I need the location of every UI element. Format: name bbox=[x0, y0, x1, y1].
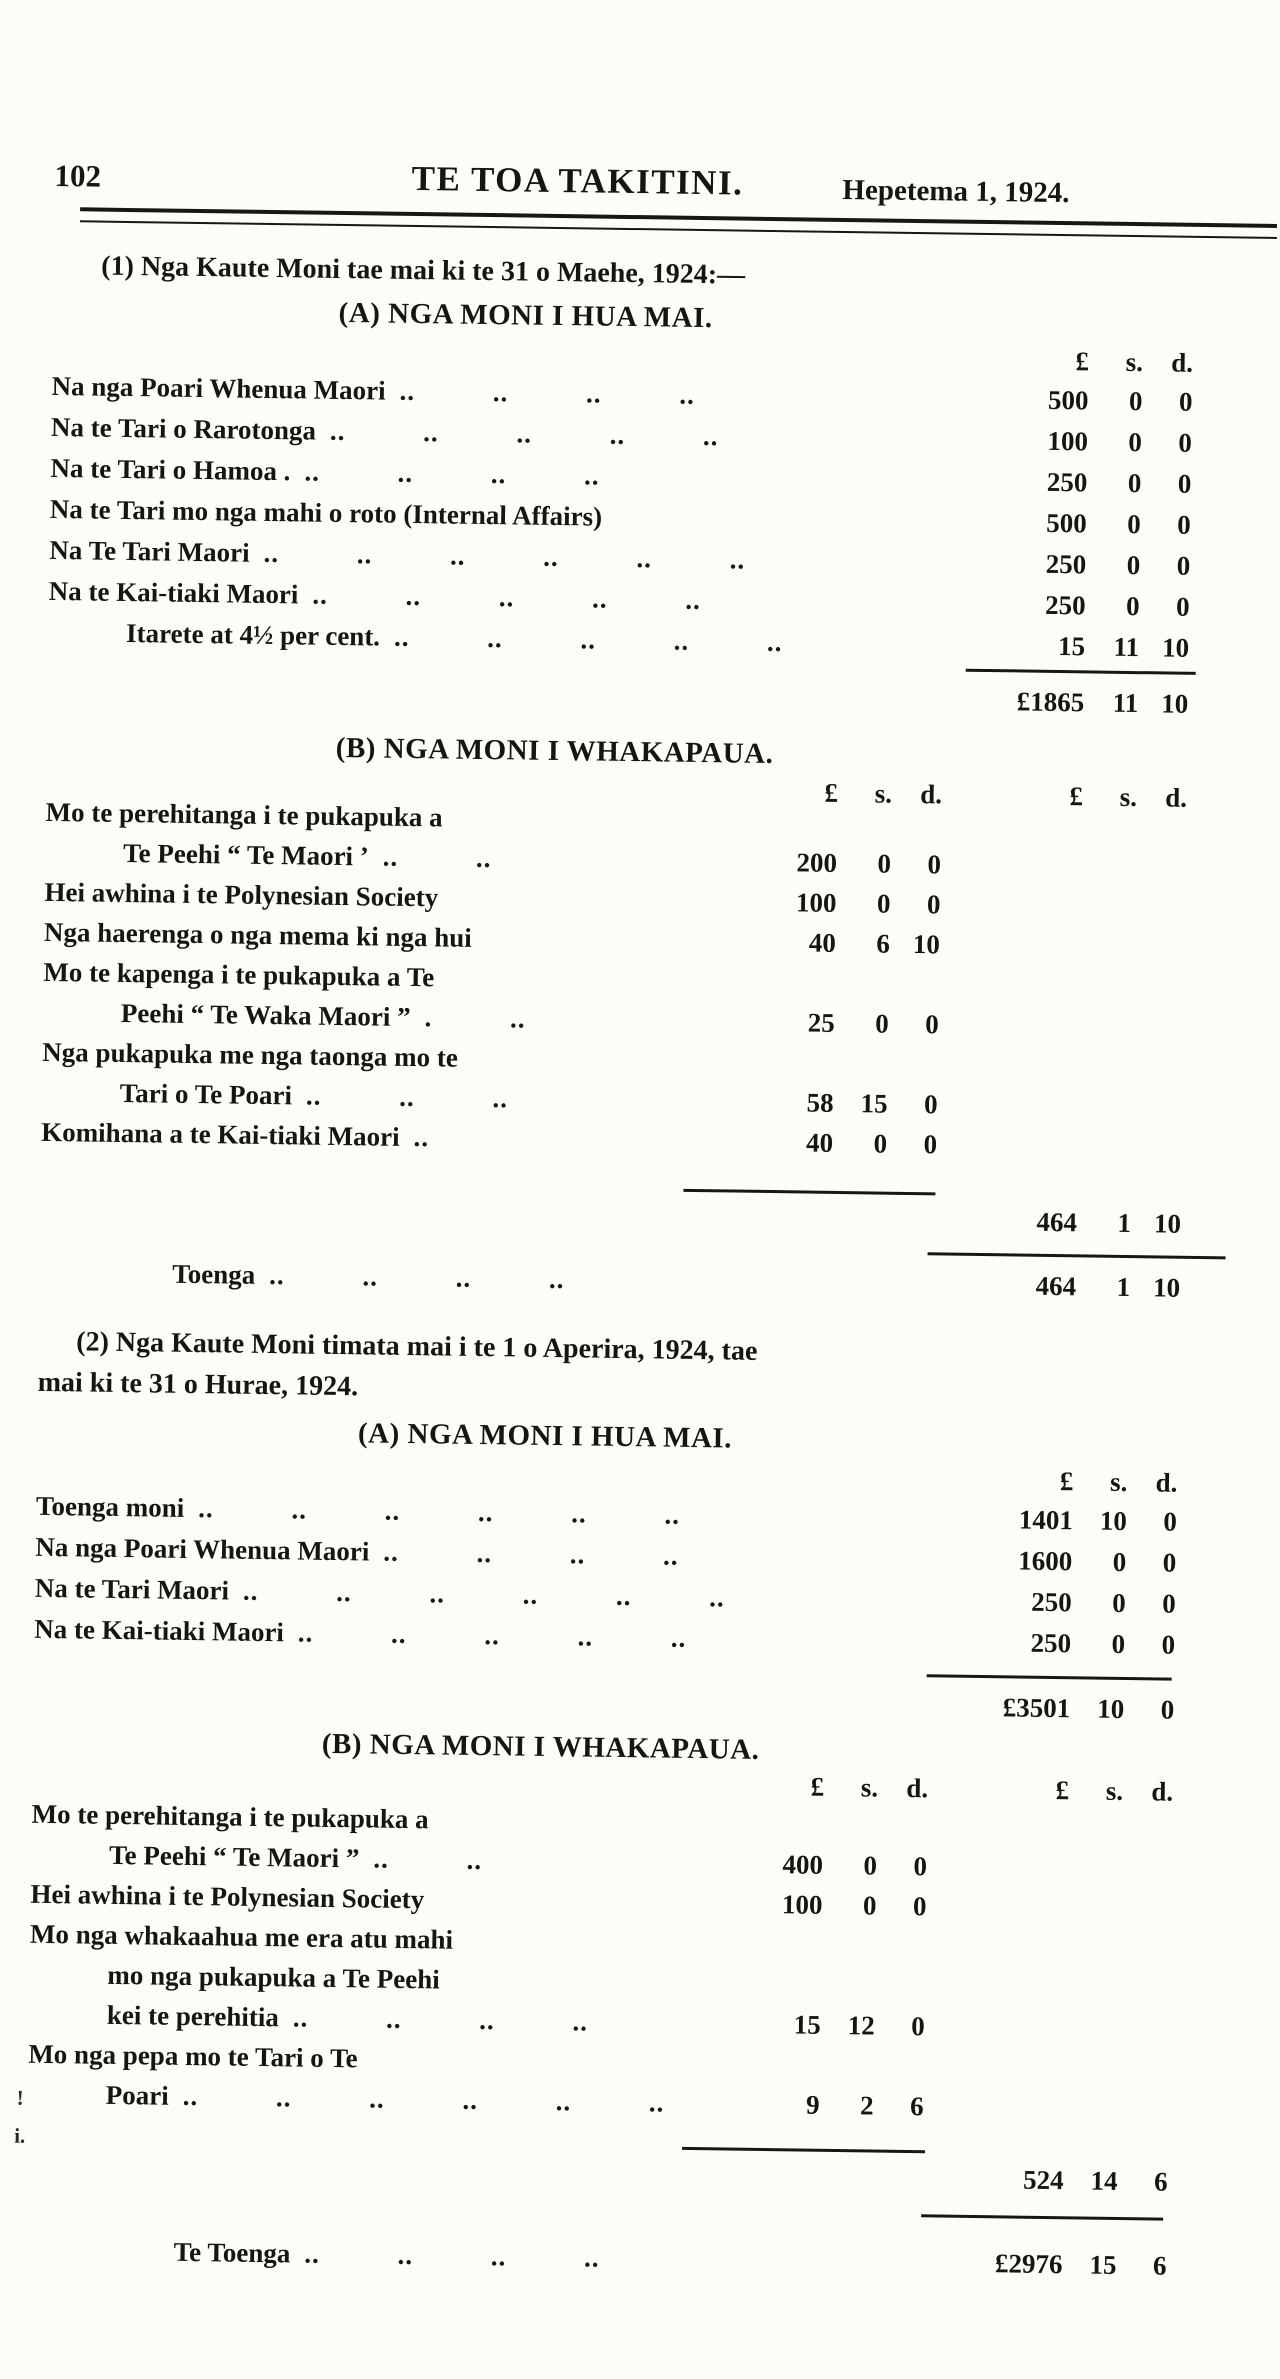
amount-shillings: 11 bbox=[1113, 631, 1140, 663]
s1a-rows bbox=[48, 366, 1275, 670]
s1a-total-row bbox=[0, 667, 1271, 725]
amount-shillings: 0 bbox=[1127, 467, 1142, 499]
dot-leaders: .. .. .. .. .. bbox=[312, 579, 702, 616]
column-header-pounds: £ bbox=[810, 1771, 825, 1802]
amount-shillings: 10 bbox=[1097, 1693, 1125, 1725]
s1b-balance-row bbox=[0, 1251, 1262, 1309]
amount-pounds: 40 bbox=[808, 927, 837, 958]
column-header-shillings: s. bbox=[1125, 346, 1144, 378]
dot-leaders: .. .. .. .. .. bbox=[297, 1617, 687, 1653]
amount-pence: 0 bbox=[1160, 1694, 1175, 1725]
amount-shillings: 0 bbox=[1128, 426, 1143, 458]
amount-shillings: 12 bbox=[847, 2010, 876, 2041]
column-header-shillings: s. bbox=[874, 778, 893, 809]
row-label-text: Poari bbox=[105, 2079, 169, 2111]
dot-leaders: .. .. bbox=[373, 1843, 483, 1876]
scan-artifact: i. bbox=[14, 2123, 26, 2148]
dot-leaders: .. bbox=[413, 1122, 430, 1153]
amount-pounds: 464 bbox=[1035, 1270, 1077, 1302]
row-amount bbox=[975, 502, 1192, 546]
amount-pounds: 40 bbox=[805, 1127, 834, 1158]
section2b-heading: (B) NGA MONI I WHAKAPAUA. bbox=[321, 1727, 760, 1766]
dot-leaders: .. .. .. .. .. .. bbox=[263, 537, 746, 575]
section2-heading-line1: (2) Nga Kaute Moni timata mai i te 1 o Aperira, 1924, tae bbox=[76, 1326, 758, 1367]
amount-pence: 6 bbox=[1153, 2166, 1168, 2197]
row-amount bbox=[974, 543, 1191, 587]
amount-shillings: 0 bbox=[873, 1128, 888, 1159]
row-amount bbox=[709, 2003, 926, 2046]
row-line1: Mo te kapenga i te pukapuka a Te bbox=[43, 956, 435, 993]
row-label-text: Na te Kai-tiaki Maori bbox=[48, 575, 299, 610]
amount-pounds: 25 bbox=[807, 1007, 836, 1038]
row-amount bbox=[959, 1581, 1176, 1625]
row-label-text: Hei awhina i te Polynesian Society bbox=[44, 876, 439, 913]
row-label-text: Hei awhina i te Polynesian Society bbox=[30, 1878, 425, 1915]
amount-shillings: 6 bbox=[876, 928, 891, 959]
amount-pounds: 250 bbox=[1030, 1627, 1072, 1659]
row-label-text: Peehi “ Te Waka Maori ” bbox=[120, 997, 411, 1032]
total-rule bbox=[966, 669, 1196, 675]
s1b-rows bbox=[41, 792, 1269, 1169]
row-line1: Mo nga whakaahua me era atu mahi bbox=[29, 1918, 454, 1955]
amount-pence: 6 bbox=[1152, 2250, 1167, 2281]
amount-pounds: 500 bbox=[1047, 384, 1089, 416]
row-label-text: Toenga moni bbox=[35, 1490, 185, 1523]
amount-pence: 10 bbox=[1152, 1272, 1181, 1303]
s2b-balance-row bbox=[0, 2229, 1249, 2287]
amount-pence: 10 bbox=[1161, 688, 1189, 719]
row-label-text: Tari o Te Poari bbox=[119, 1077, 293, 1111]
balance-amount bbox=[950, 2243, 1167, 2286]
column-header-pounds: £ bbox=[1055, 1775, 1070, 1806]
subtotal-amount bbox=[965, 1201, 1182, 1244]
row-label-text: Na te Kai-tiaki Maori bbox=[34, 1613, 285, 1648]
column-header-shillings: s. bbox=[1119, 781, 1138, 813]
amount-shillings: 0 bbox=[862, 1890, 877, 1921]
amount-shillings: 0 bbox=[863, 1850, 878, 1881]
column-header-shillings: s. bbox=[860, 1772, 879, 1803]
amount-pounds: 100 bbox=[1047, 425, 1089, 457]
section2-heading-line2: mai ki te 31 o Hurae, 1924. bbox=[37, 1366, 359, 1403]
amount-pounds: 400 bbox=[782, 1849, 824, 1880]
amount-shillings: 0 bbox=[1112, 1546, 1127, 1578]
row-label-text: Toenga bbox=[172, 1258, 256, 1290]
row-amount bbox=[724, 881, 941, 924]
row-amount bbox=[721, 1121, 938, 1164]
row-label-text: Na te Tari o Rarotonga bbox=[50, 411, 317, 446]
amount-pence: 0 bbox=[926, 889, 941, 920]
amount-pence: 0 bbox=[913, 1851, 928, 1882]
row-amount bbox=[710, 1883, 927, 1926]
amount-pounds: 200 bbox=[796, 847, 838, 878]
header-rule-top bbox=[80, 207, 1277, 228]
amount-pence: 10 bbox=[1161, 632, 1190, 663]
row-amount bbox=[976, 420, 1193, 464]
row-label-text: Nga haerenga o nga mema ki nga hui bbox=[43, 916, 472, 953]
amount-shillings: 1 bbox=[1117, 1207, 1132, 1239]
row-line1: Nga pukapuka me nga taonga mo te bbox=[42, 1036, 459, 1073]
amount-pence: 0 bbox=[1177, 509, 1191, 540]
amount-shillings: 1 bbox=[1116, 1271, 1131, 1303]
row-amount bbox=[723, 1001, 940, 1044]
section2a-heading: (A) NGA MONI I HUA MAI. bbox=[357, 1417, 733, 1455]
row-label-text: Te Toenga bbox=[173, 2236, 291, 2269]
amount-pounds: 100 bbox=[781, 1889, 823, 1920]
row-amount bbox=[973, 584, 1190, 628]
balance-rule bbox=[928, 1252, 1226, 1259]
row-amount bbox=[707, 2083, 924, 2126]
row-label-text: Te Peehi “ Te Maori ’ bbox=[122, 837, 370, 872]
row-amount bbox=[973, 625, 1190, 669]
amount-pounds: 464 bbox=[1036, 1206, 1078, 1238]
amount-pence: 6 bbox=[909, 2091, 924, 2122]
row-line1: Mo te perehitanga i te pukapuka a bbox=[45, 796, 443, 833]
column-header-pounds: £ bbox=[1075, 346, 1090, 377]
dot-leaders: .. .. .. bbox=[305, 1080, 509, 1114]
total-rule bbox=[927, 1674, 1172, 1680]
column-header-pence: d. bbox=[920, 779, 943, 810]
amount-shillings: 0 bbox=[1128, 385, 1143, 417]
amount-pence: 0 bbox=[1178, 427, 1193, 458]
row-amount bbox=[711, 1843, 928, 1886]
row-line1: Mo te perehitanga i te pukapuka a bbox=[31, 1798, 429, 1835]
s2b-subtotal-row bbox=[0, 2145, 1250, 2203]
total-amount bbox=[958, 1687, 1175, 1730]
row-label-text: Na nga Poari Whenua Maori bbox=[35, 1531, 370, 1567]
dot-leaders: .. .. .. .. bbox=[383, 1536, 679, 1571]
row-label-text: kei te perehitia bbox=[106, 1999, 280, 2033]
amount-pence: 0 bbox=[1177, 468, 1192, 499]
subtotal-rule bbox=[683, 1189, 935, 1196]
currency-columns bbox=[977, 340, 1194, 383]
dot-leaders: .. .. .. .. .. bbox=[329, 415, 719, 452]
section1b-heading: (B) NGA MONI I WHAKAPAUA. bbox=[335, 731, 774, 771]
row-amount bbox=[724, 921, 941, 964]
amount-pounds: 1401 bbox=[1018, 1504, 1074, 1536]
column-header-shillings: s. bbox=[1105, 1775, 1124, 1807]
row-amount bbox=[725, 841, 942, 884]
column-header-pence: d. bbox=[1155, 1467, 1178, 1498]
dot-leaders: .. .. .. .. bbox=[269, 1260, 565, 1295]
row-label-text: Komihana a te Kai-tiaki Maori bbox=[40, 1116, 400, 1152]
row-line2: mo nga pukapuka a Te Peehi bbox=[107, 1959, 440, 1995]
row-amount bbox=[975, 461, 1192, 505]
s2a-rows bbox=[34, 1486, 1259, 1667]
amount-shillings: 15 bbox=[860, 1088, 888, 1119]
balance-amount bbox=[964, 1265, 1181, 1308]
dot-leaders: .. .. .. .. bbox=[399, 375, 696, 410]
column-header-pence: d. bbox=[1151, 1776, 1174, 1807]
amount-pounds: 524 bbox=[1022, 2164, 1064, 2196]
row-label bbox=[29, 1914, 1254, 2051]
row-line1: Mo nga pepa mo te Tari o Te bbox=[28, 2038, 358, 2074]
dot-leaders: . .. bbox=[424, 1002, 526, 1034]
amount-pounds: 15 bbox=[1057, 630, 1086, 662]
dot-leaders: .. .. .. .. .. .. bbox=[242, 1575, 725, 1613]
amount-pence: 0 bbox=[1175, 591, 1190, 622]
s1b-subtotal-row bbox=[0, 1187, 1263, 1245]
dot-leaders: .. .. .. .. bbox=[304, 2238, 600, 2273]
amount-shillings: 14 bbox=[1090, 2165, 1118, 2196]
currency-columns-inner bbox=[712, 1765, 929, 1808]
scan-artifact: ! bbox=[16, 2085, 24, 2110]
s2b-rows bbox=[27, 1794, 1254, 2131]
row-label-text: Na te Tari Maori bbox=[34, 1572, 230, 1606]
amount-pounds: 15 bbox=[793, 2009, 822, 2040]
row-amount bbox=[960, 1540, 1177, 1584]
amount-pence: 0 bbox=[925, 1009, 939, 1040]
row-amount bbox=[961, 1499, 1178, 1543]
row-label-text: Na Te Tari Maori bbox=[49, 534, 250, 568]
row-amount bbox=[959, 1622, 1176, 1666]
dot-leaders: .. .. .. .. bbox=[292, 2002, 589, 2037]
column-header-pounds: £ bbox=[824, 777, 839, 808]
amount-pence: 0 bbox=[912, 1891, 927, 1922]
dot-leaders: .. .. .. .. .. bbox=[393, 621, 783, 658]
amount-pounds: 9 bbox=[805, 2089, 820, 2120]
amount-shillings: 0 bbox=[877, 848, 892, 879]
amount-pounds: 250 bbox=[1045, 548, 1087, 580]
dot-leaders: .. .. .. .. .. .. bbox=[182, 2080, 665, 2118]
amount-shillings: 0 bbox=[1112, 1587, 1126, 1619]
amount-shillings: 0 bbox=[1126, 549, 1141, 581]
amount-pounds: 250 bbox=[1046, 466, 1088, 498]
row-label-text: Itarete at 4½ per cent. bbox=[125, 617, 381, 652]
amount-pence: 10 bbox=[912, 929, 941, 960]
column-header-pence: d. bbox=[1164, 782, 1188, 813]
amount-pence: 0 bbox=[1178, 386, 1193, 417]
page-date: Hepetema 1, 1924. bbox=[842, 173, 1070, 210]
dot-leaders: .. .. bbox=[382, 841, 492, 874]
row-label bbox=[27, 2034, 1251, 2131]
amount-pence: 0 bbox=[911, 2011, 926, 2042]
balance-rule bbox=[921, 2214, 1163, 2220]
amount-shillings: 0 bbox=[1125, 590, 1140, 622]
amount-pounds: £3501 bbox=[1002, 1692, 1071, 1724]
amount-shillings: 15 bbox=[1089, 2249, 1117, 2280]
amount-pounds: 250 bbox=[1044, 589, 1086, 621]
amount-pounds: 250 bbox=[1031, 1586, 1072, 1618]
page-title: TE TOA TAKITINI. bbox=[411, 158, 744, 203]
row-label-text: Na te Tari o Hamoa . bbox=[50, 452, 291, 487]
section1-heading: (1) Nga Kaute Moni tae mai ki te 31 o Maehe, 1924:— bbox=[101, 250, 746, 291]
section1a-heading: (A) NGA MONI I HUA MAI. bbox=[338, 296, 713, 335]
amount-shillings: 11 bbox=[1112, 687, 1139, 719]
row-label-text: Na nga Poari Whenua Maori bbox=[51, 370, 386, 406]
column-header-pounds: £ bbox=[1059, 1466, 1074, 1497]
amount-pounds: £1865 bbox=[1016, 686, 1085, 718]
amount-pounds: £2976 bbox=[994, 2248, 1063, 2280]
dot-leaders: .. .. .. .. .. .. bbox=[198, 1493, 681, 1530]
column-header-pence: d. bbox=[1171, 347, 1194, 378]
amount-pence: 10 bbox=[1153, 1208, 1182, 1239]
subtotal-rule bbox=[682, 2147, 925, 2153]
amount-pence: 0 bbox=[1162, 1588, 1176, 1619]
amount-pence: 0 bbox=[923, 1129, 938, 1160]
row-amount bbox=[976, 379, 1193, 423]
ledger-row bbox=[27, 2034, 1251, 2131]
dot-leaders: .. .. .. .. bbox=[304, 456, 600, 491]
subtotal-amount bbox=[951, 2159, 1168, 2202]
s2a-total-row bbox=[0, 1673, 1257, 1731]
row-amount bbox=[721, 1081, 938, 1124]
amount-pence: 0 bbox=[1161, 1629, 1176, 1660]
row-label-text: Na te Tari mo nga mahi o roto (Internal Affairs) bbox=[49, 493, 603, 532]
amount-shillings: 0 bbox=[1111, 1628, 1126, 1660]
amount-pounds: 1600 bbox=[1018, 1545, 1073, 1577]
amount-pounds: 500 bbox=[1046, 507, 1088, 539]
column-header-pounds: £ bbox=[1069, 781, 1084, 812]
row-label-text: Te Peehi “ Te Maori ” bbox=[108, 1839, 360, 1874]
currency-columns-outer bbox=[957, 1769, 1174, 1812]
amount-shillings: 0 bbox=[876, 888, 891, 919]
currency-columns bbox=[961, 1460, 1178, 1503]
amount-shillings: 0 bbox=[1127, 508, 1141, 540]
amount-pence: 0 bbox=[923, 1089, 938, 1120]
amount-shillings: 0 bbox=[875, 1008, 889, 1039]
ledger-row bbox=[29, 1914, 1254, 2051]
amount-pounds: 58 bbox=[806, 1087, 834, 1118]
amount-pounds: 100 bbox=[795, 887, 837, 918]
amount-pence: 0 bbox=[1162, 1547, 1177, 1578]
column-header-shillings: s. bbox=[1109, 1466, 1128, 1498]
amount-pence: 0 bbox=[1176, 550, 1191, 581]
amount-shillings: 2 bbox=[859, 2090, 874, 2121]
page-number: 102 bbox=[54, 157, 102, 194]
amount-pence: 0 bbox=[927, 849, 942, 880]
column-header-pence: d. bbox=[906, 1772, 929, 1804]
amount-shillings: 10 bbox=[1099, 1505, 1128, 1537]
amount-pence: 0 bbox=[1163, 1506, 1178, 1537]
total-amount bbox=[972, 681, 1189, 724]
